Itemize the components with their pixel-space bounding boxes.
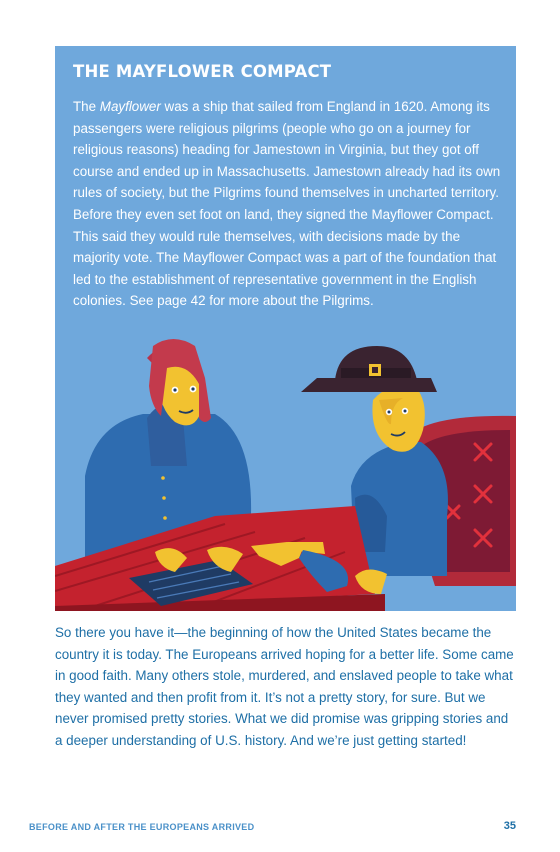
- closing-paragraph: So there you have it—the beginning of how the United States became the country it is today. The Europeans arrived hoping for a better life. Some came in good faith. Many others stole, murdered, and enslaved people to take what they wanted and then profit from it. It’s not a pretty story, for sure. But we never promised pretty stories. What we did promise was gripping stories and a deeper understanding of U.S. history. And we’re just getting started!: [55, 625, 514, 748]
- page-number: 35: [503, 820, 516, 832]
- mayflower-compact-sidebar: [55, 46, 516, 611]
- running-footer-section-title: BEFORE AND AFTER THE EUROPEANS ARRIVED: [29, 822, 255, 832]
- sidebar-body-text: [73, 96, 501, 312]
- sidebar-body-rest: was a ship that sailed from England in 1620. Among its passengers were religious pilgrims (people who go on a journey for religious reasons) heading for Jamestown in Virginia, but they got off course and ended up in Massachusetts. Jamestown already had its own rules of society, but the Pilgrims found themselves in uncharted territory. Before they even set foot on land, they signed the Mayflower Compact. This said they would rule themselves, with decisions made by the majority vote. The Mayflower Compact was a part of the foundation that led to the establishment of representative government in the English colonies. See page 42 for more about the Pilgrims.: [73, 99, 501, 309]
- ship-name-italic: Mayflower: [99, 99, 161, 114]
- sidebar-title: THE MAYFLOWER COMPACT: [73, 62, 332, 81]
- sidebar-body-prefix: The: [73, 99, 100, 114]
